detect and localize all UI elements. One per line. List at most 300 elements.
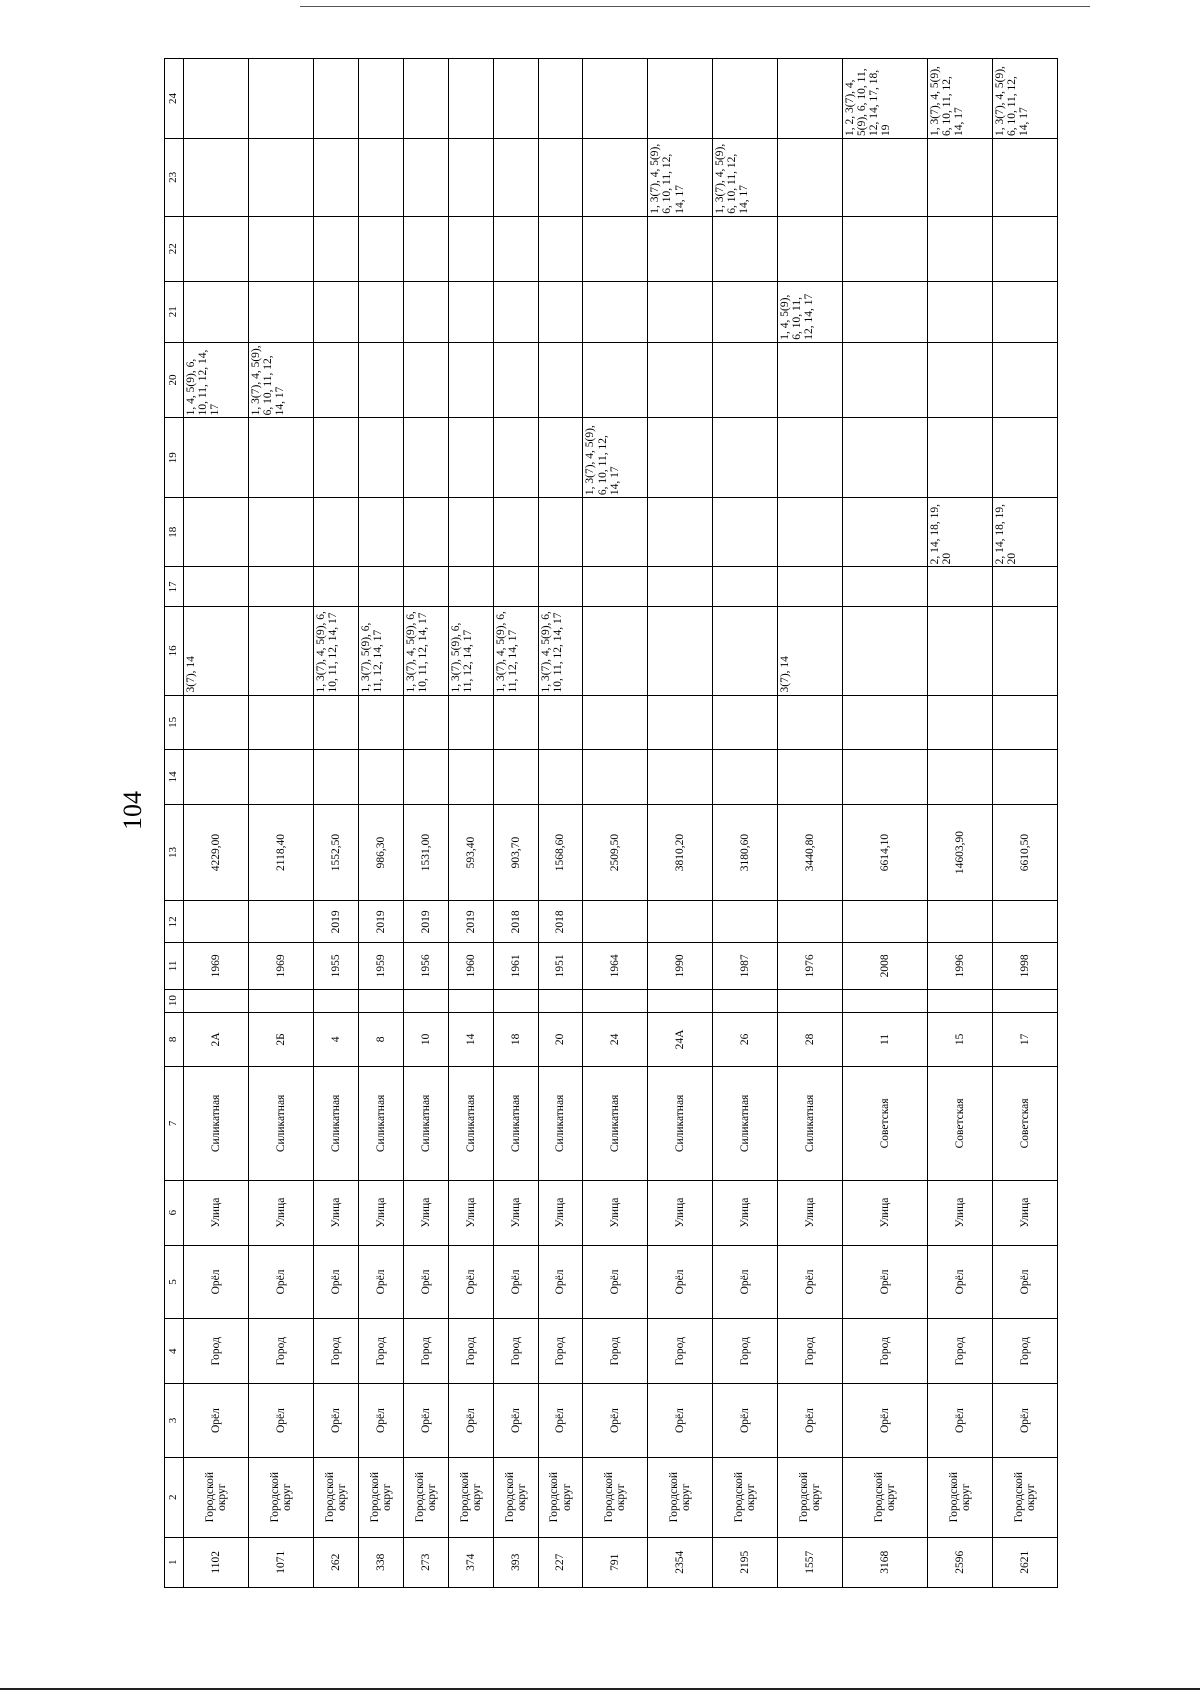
table-cell [248, 139, 313, 217]
table-cell [313, 418, 358, 498]
table-cell [928, 750, 993, 805]
table-cell: Орёл [493, 1384, 538, 1458]
table-cell: 14 [448, 1012, 493, 1067]
table-cell: 1960 [448, 943, 493, 989]
table-cell: Силикатная [713, 1067, 778, 1180]
table-cell: Улица [648, 1180, 713, 1245]
table-cell: Город [778, 1319, 843, 1384]
table-cell: Орёл [358, 1384, 403, 1458]
table-cell [493, 750, 538, 805]
table-cell: 1531,00 [403, 804, 448, 901]
column-number: 6 [165, 1180, 184, 1245]
table-cell: 1969 [248, 943, 313, 989]
table-cell: Орёл [313, 1384, 358, 1458]
table-cell: Орёл [713, 1245, 778, 1319]
table-cell [843, 342, 928, 418]
table-cell: Орёл [403, 1384, 448, 1458]
table-cell: 393 [493, 1537, 538, 1587]
table-cell: 4 [313, 1012, 358, 1067]
table-cell [184, 695, 249, 750]
table-cell [778, 750, 843, 805]
table-cell: Улица [992, 1180, 1057, 1245]
table-cell [184, 750, 249, 805]
table-cell [248, 989, 313, 1012]
column-number: 8 [165, 1012, 184, 1067]
table-cell: Город [648, 1319, 713, 1384]
table-cell: Орёл [843, 1384, 928, 1458]
column-number: 1 [165, 1537, 184, 1587]
table-row [538, 59, 583, 1588]
table-cell: 2118,40 [248, 804, 313, 901]
table-cell [493, 342, 538, 418]
table-cell: Городской округ [778, 1457, 843, 1537]
table-cell [928, 989, 993, 1012]
table-cell [713, 342, 778, 418]
housing-register-table [164, 58, 1058, 1588]
table-cell: Улица [928, 1180, 993, 1245]
table-cell: Орёл [493, 1245, 538, 1319]
table-cell: Улица [583, 1180, 648, 1245]
table-cell: 28 [778, 1012, 843, 1067]
table-cell [248, 901, 313, 943]
column-number: 4 [165, 1319, 184, 1384]
table-cell [583, 216, 648, 281]
table-cell: 18 [493, 1012, 538, 1067]
table-cell [448, 418, 493, 498]
table-row [448, 59, 493, 1588]
table-cell [583, 607, 648, 695]
table-cell [843, 281, 928, 342]
table-cell: 3440,80 [778, 804, 843, 901]
table-cell: 1987 [713, 943, 778, 989]
table-cell [358, 498, 403, 567]
table-row [778, 59, 843, 1588]
table-cell: Город [313, 1319, 358, 1384]
table-cell: 1998 [992, 943, 1057, 989]
column-number: 10 [165, 989, 184, 1012]
table-cell [928, 901, 993, 943]
table-cell [713, 901, 778, 943]
table-cell [358, 418, 403, 498]
table-cell: 10 [403, 1012, 448, 1067]
table-cell [493, 216, 538, 281]
table-cell: 1, 3(7), 4, 5(9), 6, 10, 11, 12, 14, 17 [648, 139, 713, 217]
column-number: 13 [165, 804, 184, 901]
table-cell: 1, 3(7), 4, 5(9), 6, 11, 12, 14, 17 [493, 607, 538, 695]
table-cell: 593,40 [448, 804, 493, 901]
table-cell [184, 901, 249, 943]
table-cell [358, 567, 403, 607]
table-row [583, 59, 648, 1588]
data-table-rotated [164, 58, 1058, 1588]
table-cell: Силикатная [493, 1067, 538, 1180]
table-cell [843, 139, 928, 217]
table-cell: Орёл [448, 1384, 493, 1458]
table-cell: Орёл [583, 1245, 648, 1319]
table-cell [403, 139, 448, 217]
table-cell: 2Б [248, 1012, 313, 1067]
table-cell: 1964 [583, 943, 648, 989]
table-cell [583, 901, 648, 943]
table-cell [538, 342, 583, 418]
column-number: 19 [165, 418, 184, 498]
table-cell [583, 750, 648, 805]
table-cell [184, 418, 249, 498]
table-cell: 1568,60 [538, 804, 583, 901]
table-cell [184, 59, 249, 139]
table-cell [248, 567, 313, 607]
table-cell: 2019 [448, 901, 493, 943]
table-cell: Городской округ [713, 1457, 778, 1537]
table-cell: 1, 3(7), 5(9), 6, 11, 12, 14, 17 [358, 607, 403, 695]
table-cell: Силикатная [778, 1067, 843, 1180]
table-cell [992, 901, 1057, 943]
table-cell [583, 695, 648, 750]
table-cell: Городской округ [184, 1457, 249, 1537]
table-cell: 1102 [184, 1537, 249, 1587]
table-cell [538, 695, 583, 750]
table-cell [448, 216, 493, 281]
table-cell [403, 567, 448, 607]
table-cell [928, 567, 993, 607]
table-cell [493, 695, 538, 750]
table-cell [358, 281, 403, 342]
column-number: 18 [165, 498, 184, 567]
table-cell [713, 750, 778, 805]
table-cell [538, 281, 583, 342]
table-cell [313, 498, 358, 567]
table-cell [583, 989, 648, 1012]
column-number: 17 [165, 567, 184, 607]
table-cell: Город [358, 1319, 403, 1384]
table-cell: 791 [583, 1537, 648, 1587]
table-cell: 2509,50 [583, 804, 648, 901]
column-number: 5 [165, 1245, 184, 1319]
column-number: 2 [165, 1457, 184, 1537]
table-cell: Орёл [448, 1245, 493, 1319]
table-cell [538, 567, 583, 607]
table-cell: 2195 [713, 1537, 778, 1587]
table-cell: 1955 [313, 943, 358, 989]
table-cell [778, 139, 843, 217]
table-cell [493, 139, 538, 217]
table-cell [648, 695, 713, 750]
table-cell: 1, 4, 5(9), 6, 10, 11, 12, 14, 17 [184, 342, 249, 418]
page-number: 104 [118, 791, 147, 830]
table-cell: 1976 [778, 943, 843, 989]
table-cell: Улица [184, 1180, 249, 1245]
table-header-row [165, 59, 184, 1588]
table-cell [843, 901, 928, 943]
table-cell: 262 [313, 1537, 358, 1587]
table-cell [358, 695, 403, 750]
table-cell: 2008 [843, 943, 928, 989]
table-cell: 2596 [928, 1537, 993, 1587]
table-cell: Город [448, 1319, 493, 1384]
table-cell [713, 418, 778, 498]
table-cell: Силикатная [313, 1067, 358, 1180]
table-cell: Орёл [248, 1245, 313, 1319]
table-cell [928, 695, 993, 750]
top-rule [300, 6, 1090, 7]
table-cell: Улица [493, 1180, 538, 1245]
table-cell [778, 59, 843, 139]
table-cell: Город [184, 1319, 249, 1384]
column-number: 23 [165, 139, 184, 217]
table-cell: 2, 14, 18, 19, 20 [928, 498, 993, 567]
table-cell: 1, 3(7), 4, 5(9), 6, 10, 11, 12, 14, 17 [583, 418, 648, 498]
table-cell [713, 695, 778, 750]
table-cell [448, 498, 493, 567]
table-cell [403, 750, 448, 805]
table-cell: 2019 [313, 901, 358, 943]
table-cell: Силикатная [248, 1067, 313, 1180]
table-cell [248, 607, 313, 695]
table-row [713, 59, 778, 1588]
table-cell: 1, 2, 3(7), 4, 5(9), 6, 10, 11, 12, 14, 17, 18, 19 [843, 59, 928, 139]
table-cell: Советская [843, 1067, 928, 1180]
table-cell [992, 750, 1057, 805]
table-cell [992, 567, 1057, 607]
table-cell: 1, 3(7), 5(9), 6, 11, 12, 14, 17 [448, 607, 493, 695]
column-number: 20 [165, 342, 184, 418]
table-cell [928, 607, 993, 695]
table-cell: 3180,60 [713, 804, 778, 901]
table-cell [184, 567, 249, 607]
table-cell [713, 281, 778, 342]
table-cell: Город [493, 1319, 538, 1384]
table-cell: Город [538, 1319, 583, 1384]
table-cell [648, 567, 713, 607]
bottom-rule [0, 1688, 1200, 1690]
table-cell: 24А [648, 1012, 713, 1067]
table-cell [184, 281, 249, 342]
table-cell: 1071 [248, 1537, 313, 1587]
table-cell: Город [403, 1319, 448, 1384]
table-cell [448, 695, 493, 750]
table-row [992, 59, 1057, 1588]
table-cell [403, 989, 448, 1012]
table-cell: Городской округ [538, 1457, 583, 1537]
table-cell [313, 342, 358, 418]
table-cell [358, 750, 403, 805]
table-cell: Улица [358, 1180, 403, 1245]
table-cell: Силикатная [648, 1067, 713, 1180]
table-cell [448, 989, 493, 1012]
table-cell [583, 498, 648, 567]
table-cell: 273 [403, 1537, 448, 1587]
table-cell: Городской округ [648, 1457, 713, 1537]
table-cell: 1959 [358, 943, 403, 989]
table-cell: Город [992, 1319, 1057, 1384]
table-cell [538, 139, 583, 217]
table-cell: Орёл [538, 1245, 583, 1319]
table-cell: 1557 [778, 1537, 843, 1587]
table-cell [448, 342, 493, 418]
table-cell: 11 [843, 1012, 928, 1067]
table-cell: Орёл [713, 1384, 778, 1458]
table-cell [648, 59, 713, 139]
table-cell: Городской округ [843, 1457, 928, 1537]
table-cell: Орёл [403, 1245, 448, 1319]
table-cell [648, 342, 713, 418]
table-cell: 6610,50 [992, 804, 1057, 901]
table-cell [313, 989, 358, 1012]
table-row [648, 59, 713, 1588]
table-cell: Городской округ [928, 1457, 993, 1537]
table-cell [778, 989, 843, 1012]
table-cell: 3810,20 [648, 804, 713, 901]
table-cell [648, 989, 713, 1012]
column-number: 11 [165, 943, 184, 989]
table-cell [184, 216, 249, 281]
table-cell [448, 281, 493, 342]
table-cell [992, 216, 1057, 281]
table-cell [583, 59, 648, 139]
table-cell [493, 59, 538, 139]
table-cell: Силикатная [448, 1067, 493, 1180]
table-cell: 15 [928, 1012, 993, 1067]
table-cell [713, 59, 778, 139]
table-cell: Орёл [778, 1245, 843, 1319]
table-cell: 1, 3(7), 4, 5(9), 6, 10, 11, 12, 14, 17 [928, 59, 993, 139]
table-cell: Городской округ [358, 1457, 403, 1537]
table-cell: 1, 3(7), 4, 5(9), 6, 10, 11, 12, 14, 17 [713, 139, 778, 217]
table-cell [583, 342, 648, 418]
table-cell: Улица [778, 1180, 843, 1245]
table-cell: Орёл [184, 1384, 249, 1458]
table-cell [313, 695, 358, 750]
table-cell [538, 989, 583, 1012]
table-cell: Силикатная [538, 1067, 583, 1180]
table-cell: 3(7), 14 [184, 607, 249, 695]
table-cell [843, 498, 928, 567]
table-cell [843, 750, 928, 805]
table-cell [403, 216, 448, 281]
table-cell [778, 342, 843, 418]
table-cell: Орёл [992, 1384, 1057, 1458]
table-cell [713, 607, 778, 695]
table-cell: 8 [358, 1012, 403, 1067]
table-cell [992, 607, 1057, 695]
table-cell: 1996 [928, 943, 993, 989]
table-cell: Городской округ [248, 1457, 313, 1537]
table-cell: Городской округ [583, 1457, 648, 1537]
column-number: 7 [165, 1067, 184, 1180]
table-cell [928, 342, 993, 418]
table-cell [648, 418, 713, 498]
table-cell: 1990 [648, 943, 713, 989]
table-cell: 2, 14, 18, 19, 20 [992, 498, 1057, 567]
table-cell [538, 498, 583, 567]
table-cell: Орёл [648, 1245, 713, 1319]
table-cell: 1, 3(7), 4, 5(9), 6, 10, 11, 12, 14, 17 [992, 59, 1057, 139]
table-cell [403, 342, 448, 418]
table-cell: 20 [538, 1012, 583, 1067]
table-cell [313, 216, 358, 281]
table-cell: Орёл [928, 1384, 993, 1458]
table-cell: Орёл [778, 1384, 843, 1458]
column-number: 24 [165, 59, 184, 139]
table-cell [648, 216, 713, 281]
table-cell [538, 418, 583, 498]
table-cell: Силикатная [358, 1067, 403, 1180]
table-cell: Улица [843, 1180, 928, 1245]
table-row [493, 59, 538, 1588]
table-cell [843, 418, 928, 498]
table-cell: Город [843, 1319, 928, 1384]
table-cell [843, 989, 928, 1012]
table-cell [648, 901, 713, 943]
table-cell: 1, 4, 5(9), 6, 10, 11, 12, 14, 17 [778, 281, 843, 342]
table-cell [313, 750, 358, 805]
table-cell [843, 216, 928, 281]
table-cell: 374 [448, 1537, 493, 1587]
table-cell: 1956 [403, 943, 448, 989]
table-cell: 1552,50 [313, 804, 358, 901]
table-row [403, 59, 448, 1588]
table-cell [843, 567, 928, 607]
table-cell: Силикатная [583, 1067, 648, 1180]
table-cell: Орёл [358, 1245, 403, 1319]
table-row [843, 59, 928, 1588]
table-cell [313, 139, 358, 217]
table-cell [713, 216, 778, 281]
table-cell: Улица [448, 1180, 493, 1245]
table-cell [248, 695, 313, 750]
table-cell: 1, 3(7), 4, 5(9), 6, 10, 11, 12, 14, 17 [248, 342, 313, 418]
table-cell [403, 59, 448, 139]
table-cell [538, 216, 583, 281]
column-number: 15 [165, 695, 184, 750]
table-cell: Городской округ [403, 1457, 448, 1537]
table-cell [992, 989, 1057, 1012]
table-cell: Улица [713, 1180, 778, 1245]
table-row [358, 59, 403, 1588]
table-cell: Городской округ [313, 1457, 358, 1537]
column-number: 14 [165, 750, 184, 805]
table-cell [583, 567, 648, 607]
table-cell: Орёл [992, 1245, 1057, 1319]
table-cell [403, 695, 448, 750]
table-cell [493, 498, 538, 567]
table-cell [448, 59, 493, 139]
table-cell: Улица [248, 1180, 313, 1245]
table-cell: Улица [313, 1180, 358, 1245]
table-cell [448, 139, 493, 217]
table-cell: 2А [184, 1012, 249, 1067]
table-cell: Силикатная [403, 1067, 448, 1180]
table-cell: Силикатная [184, 1067, 249, 1180]
table-cell [313, 281, 358, 342]
table-cell [493, 281, 538, 342]
table-cell: Орёл [648, 1384, 713, 1458]
table-cell: 2018 [538, 901, 583, 943]
table-cell [358, 139, 403, 217]
table-cell: Улица [403, 1180, 448, 1245]
table-cell [648, 750, 713, 805]
table-cell: 1961 [493, 943, 538, 989]
table-cell: 227 [538, 1537, 583, 1587]
table-cell [583, 139, 648, 217]
table-cell [184, 989, 249, 1012]
table-cell: Город [713, 1319, 778, 1384]
column-number: 22 [165, 216, 184, 281]
column-number: 16 [165, 607, 184, 695]
table-cell [778, 216, 843, 281]
table-cell [403, 498, 448, 567]
table-cell [843, 695, 928, 750]
